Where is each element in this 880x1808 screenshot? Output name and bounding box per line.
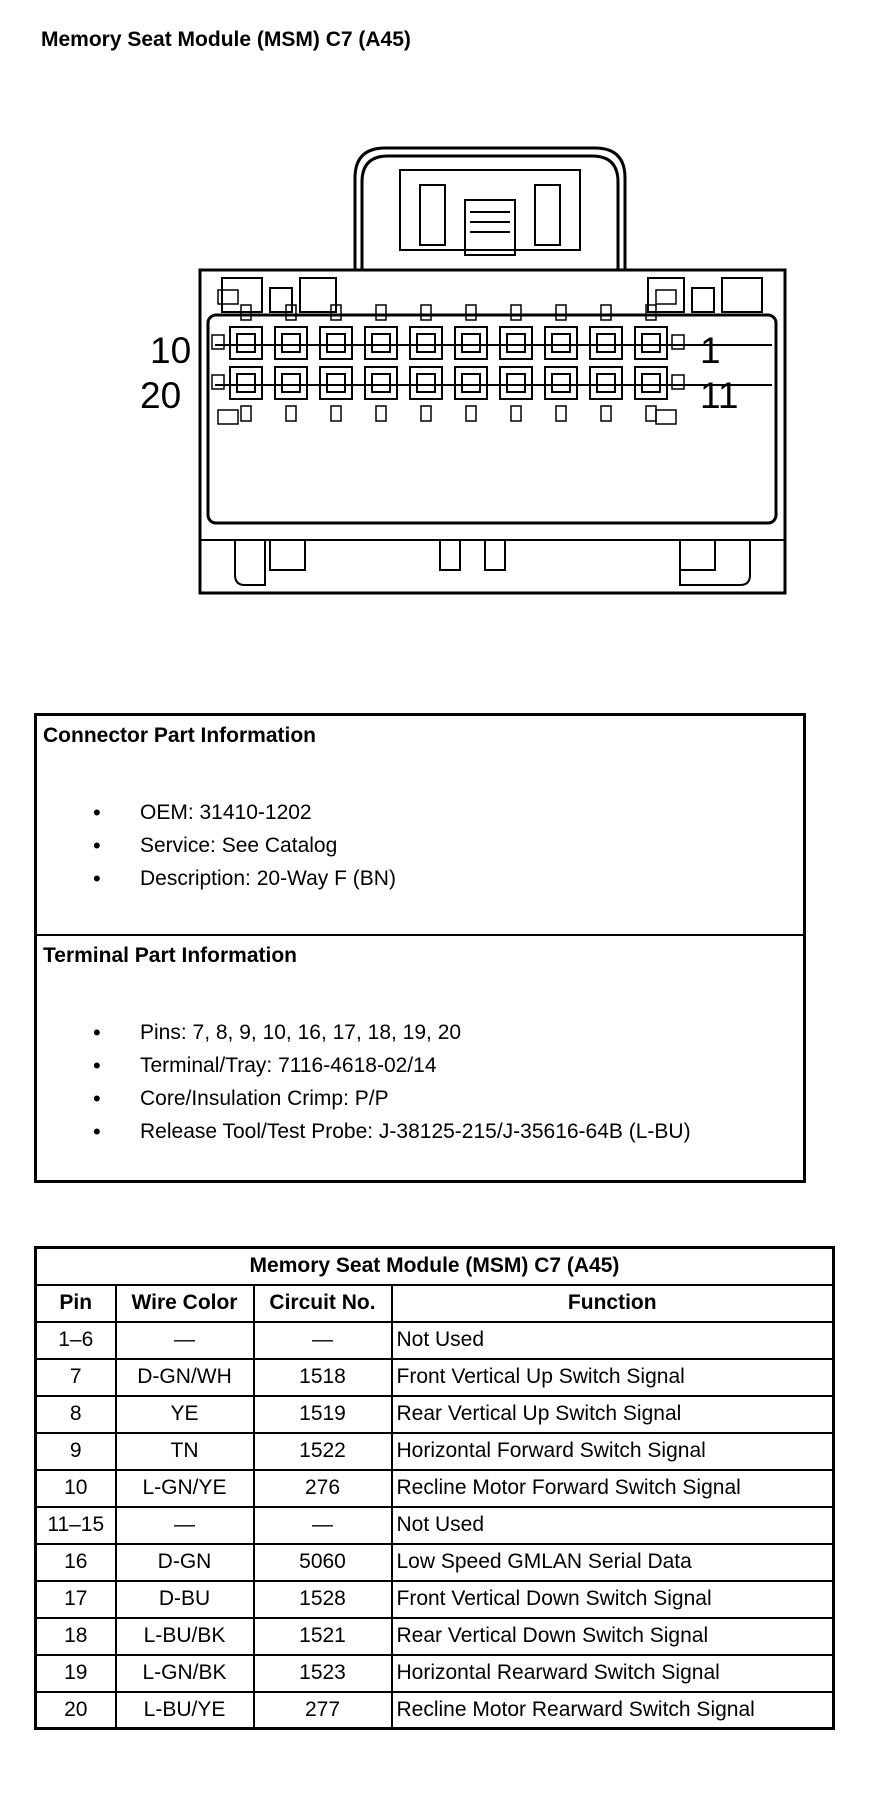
pin-grid [212, 290, 772, 424]
circuit-no-cell: — [254, 1322, 392, 1359]
wire-color-cell: — [116, 1507, 254, 1544]
pin-cell: 19 [36, 1655, 116, 1692]
list-item: • Pins: 7, 8, 9, 10, 16, 17, 18, 19, 20 [93, 1016, 691, 1049]
wire-color-cell: L-BU/BK [116, 1618, 254, 1655]
header-function: Function [392, 1285, 834, 1322]
connector-info-list [93, 796, 396, 895]
wire-color-cell: L-BU/YE [116, 1692, 254, 1729]
table-row [36, 1470, 834, 1507]
pin-cell: 20 [36, 1692, 116, 1729]
terminal-info-list [93, 1016, 691, 1148]
connector-diagram [140, 130, 870, 600]
circuit-no-cell: 1521 [254, 1618, 392, 1655]
pin-cell: 18 [36, 1618, 116, 1655]
table-row [36, 1581, 834, 1618]
function-cell: Low Speed GMLAN Serial Data [392, 1544, 834, 1581]
table-row [36, 1655, 834, 1692]
connector-part-info [37, 716, 803, 936]
function-cell: Front Vertical Down Switch Signal [392, 1581, 834, 1618]
function-cell: Not Used [392, 1322, 834, 1359]
pin-label-20: 20 [140, 375, 182, 416]
table-row [36, 1322, 834, 1359]
circuit-no-cell: — [254, 1507, 392, 1544]
circuit-no-cell: 1528 [254, 1581, 392, 1618]
header-circuit-no: Circuit No. [254, 1285, 392, 1322]
function-cell: Recline Motor Rearward Switch Signal [392, 1692, 834, 1729]
function-cell: Horizontal Forward Switch Signal [392, 1433, 834, 1470]
pin-label-11: 11 [700, 375, 739, 416]
circuit-no-cell: 1518 [254, 1359, 392, 1396]
table-row [36, 1618, 834, 1655]
pin-row-top [230, 327, 667, 359]
circuit-no-cell: 1523 [254, 1655, 392, 1692]
wire-color-cell: D-GN [116, 1544, 254, 1581]
function-cell: Front Vertical Up Switch Signal [392, 1359, 834, 1396]
table-row [36, 1359, 834, 1396]
header-wire-color: Wire Color [116, 1285, 254, 1322]
table-row [36, 1544, 834, 1581]
circuit-no-cell: 1522 [254, 1433, 392, 1470]
function-cell: Rear Vertical Down Switch Signal [392, 1618, 834, 1655]
pin-label-10: 10 [150, 330, 192, 371]
list-item: • OEM: 31410-1202 [93, 796, 396, 829]
table-row [36, 1692, 834, 1729]
pin-cell: 11–15 [36, 1507, 116, 1544]
connector-info-heading: Connector Part Information [43, 724, 317, 747]
wire-color-cell: L-GN/BK [116, 1655, 254, 1692]
function-cell: Recline Motor Forward Switch Signal [392, 1470, 834, 1507]
table-row [36, 1396, 834, 1433]
circuit-no-cell: 277 [254, 1692, 392, 1729]
function-cell: Not Used [392, 1507, 834, 1544]
wire-color-cell: TN [116, 1433, 254, 1470]
list-item: • Service: See Catalog [93, 829, 396, 862]
pin-row-bottom [230, 367, 667, 399]
pin-cell: 16 [36, 1544, 116, 1581]
header-pin: Pin [36, 1285, 116, 1322]
pin-cell: 10 [36, 1470, 116, 1507]
wire-color-cell: D-BU [116, 1581, 254, 1618]
part-info-box [34, 713, 806, 1183]
wire-color-cell: D-GN/WH [116, 1359, 254, 1396]
function-cell: Horizontal Rearward Switch Signal [392, 1655, 834, 1692]
wire-color-cell: L-GN/YE [116, 1470, 254, 1507]
page-title: Memory Seat Module (MSM) C7 (A45) [41, 28, 411, 51]
table-row [36, 1433, 834, 1470]
pin-label-1: 1 [700, 330, 721, 371]
circuit-no-cell: 5060 [254, 1544, 392, 1581]
pin-cell: 17 [36, 1581, 116, 1618]
circuit-no-cell: 1519 [254, 1396, 392, 1433]
function-cell: Rear Vertical Up Switch Signal [392, 1396, 834, 1433]
list-item: • Release Tool/Test Probe: J-38125-215/J-35616-64B (L-BU) [93, 1115, 691, 1148]
pin-cell: 9 [36, 1433, 116, 1470]
pin-cell: 1–6 [36, 1322, 116, 1359]
pin-cell: 7 [36, 1359, 116, 1396]
terminal-part-info [37, 936, 803, 1180]
wire-color-cell: YE [116, 1396, 254, 1433]
circuit-no-cell: 276 [254, 1470, 392, 1507]
list-item: • Core/Insulation Crimp: P/P [93, 1082, 691, 1115]
pin-table-title: Memory Seat Module (MSM) C7 (A45) [36, 1248, 834, 1285]
list-item: • Terminal/Tray: 7116-4618-02/14 [93, 1049, 691, 1082]
pin-table [34, 1246, 835, 1730]
list-item: • Description: 20-Way F (BN) [93, 862, 396, 895]
wire-color-cell: — [116, 1322, 254, 1359]
table-row [36, 1507, 834, 1544]
pin-cell: 8 [36, 1396, 116, 1433]
terminal-info-heading: Terminal Part Information [43, 944, 297, 967]
pin-table-body [36, 1322, 834, 1729]
connector-body [200, 270, 785, 593]
